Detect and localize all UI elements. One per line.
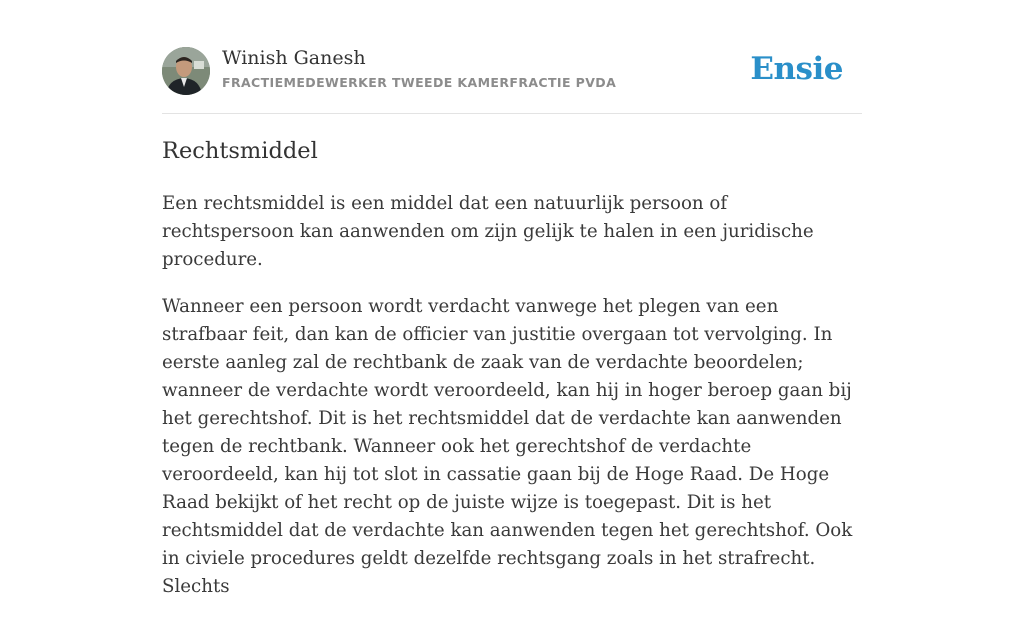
article-body: [162, 190, 862, 620]
brand-logo[interactable]: Ensie: [750, 51, 843, 87]
article-paragraph: Wanneer een persoon wordt verdacht vanwege het plegen van een strafbaar feit, dan kan de officier van justitie overgaan tot vervolging. In eerste aanleg zal de rechtbank de zaak van de verdachte beoordelen; wanneer de verdachte wordt veroordeeld, kan hij in hoger beroep gaan bij het gerechtshof. Dit is het rechtsmiddel dat de verdachte kan aanwenden tegen de rechtbank. Wanneer ook het gerechtshof de verdachte veroordeeld, kan hij tot slot in cassatie gaan bij de Hoge Raad. De Hoge Raad bekijkt of het recht op de juiste wijze is toegepast. Dit is het rechtsmiddel dat de verdachte kan aanwenden tegen het gerechtshof. Ook in civiele procedures geldt dezelfde rechtsgang zoals in het strafrecht. Slechts: [162, 296, 853, 597]
article-title: Rechtsmiddel: [162, 138, 318, 164]
article-paragraph: Een rechtsmiddel is een middel dat een natuurlijk persoon of rechtspersoon kan aanwenden om zijn gelijk te halen in een juridische procedure.: [162, 193, 814, 270]
avatar-photo-icon: [162, 47, 210, 95]
author-role: FRACTIEMEDEWERKER TWEEDE KAMERFRACTIE PVDA: [222, 75, 617, 90]
author-name[interactable]: Winish Ganesh: [222, 47, 366, 69]
page-container: [162, 0, 862, 597]
author-avatar[interactable]: [162, 47, 210, 95]
author-header: [162, 0, 862, 114]
